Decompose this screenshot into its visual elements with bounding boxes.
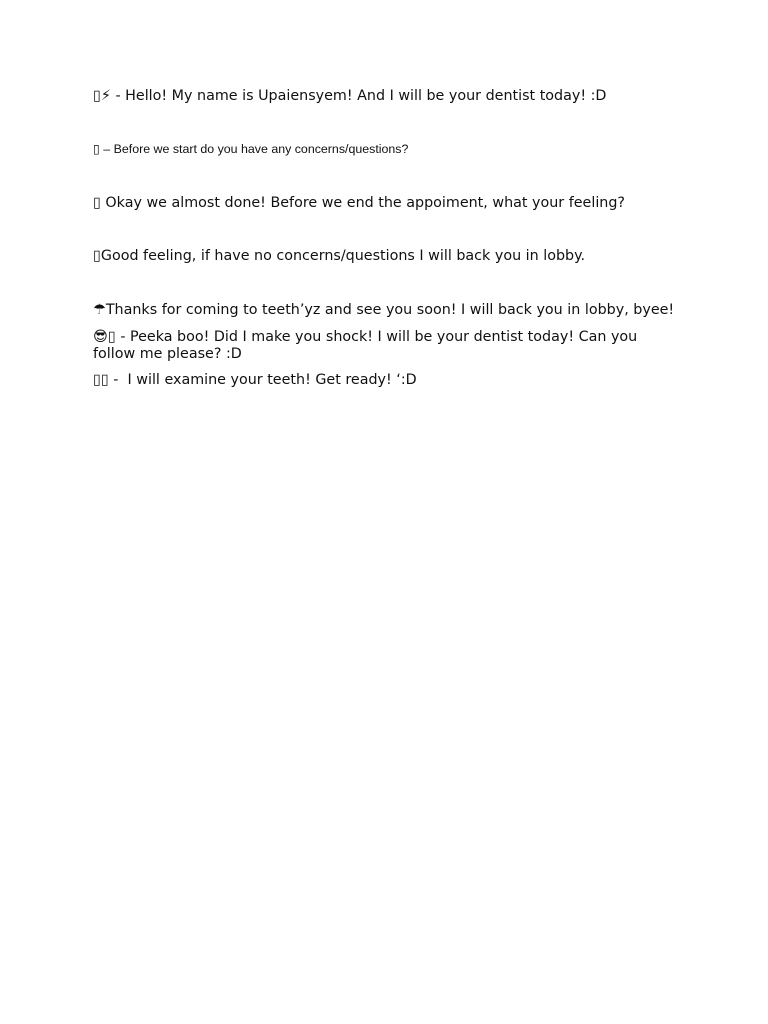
paragraph-concerns-question: ▯ – Before we start do you have any concerns/questions? [93, 142, 409, 156]
paragraph-peeka-boo: 😎▯ - Peeka boo! Did I make you shock! I will be your dentist today! Can you follow me please? :D [93, 329, 642, 362]
paragraph-examine-teeth: ▯▯ - I will examine your teeth! Get ready! ‘:D [93, 372, 417, 388]
paragraph-almost-done: ▯ Okay we almost done! Before we end the appoiment, what your feeling? [93, 195, 626, 211]
paragraph-good-feeling: ▯Good feeling, if have no concerns/questions I will back you in lobby. [93, 248, 586, 264]
paragraph-thanks: ☂Thanks for coming to teeth’yz and see you soon! I will back you in lobby, byee! [93, 302, 675, 318]
paragraph-greeting: ▯⚡ - Hello! My name is Upaiensyem! And I will be your dentist today! :D [93, 88, 607, 104]
